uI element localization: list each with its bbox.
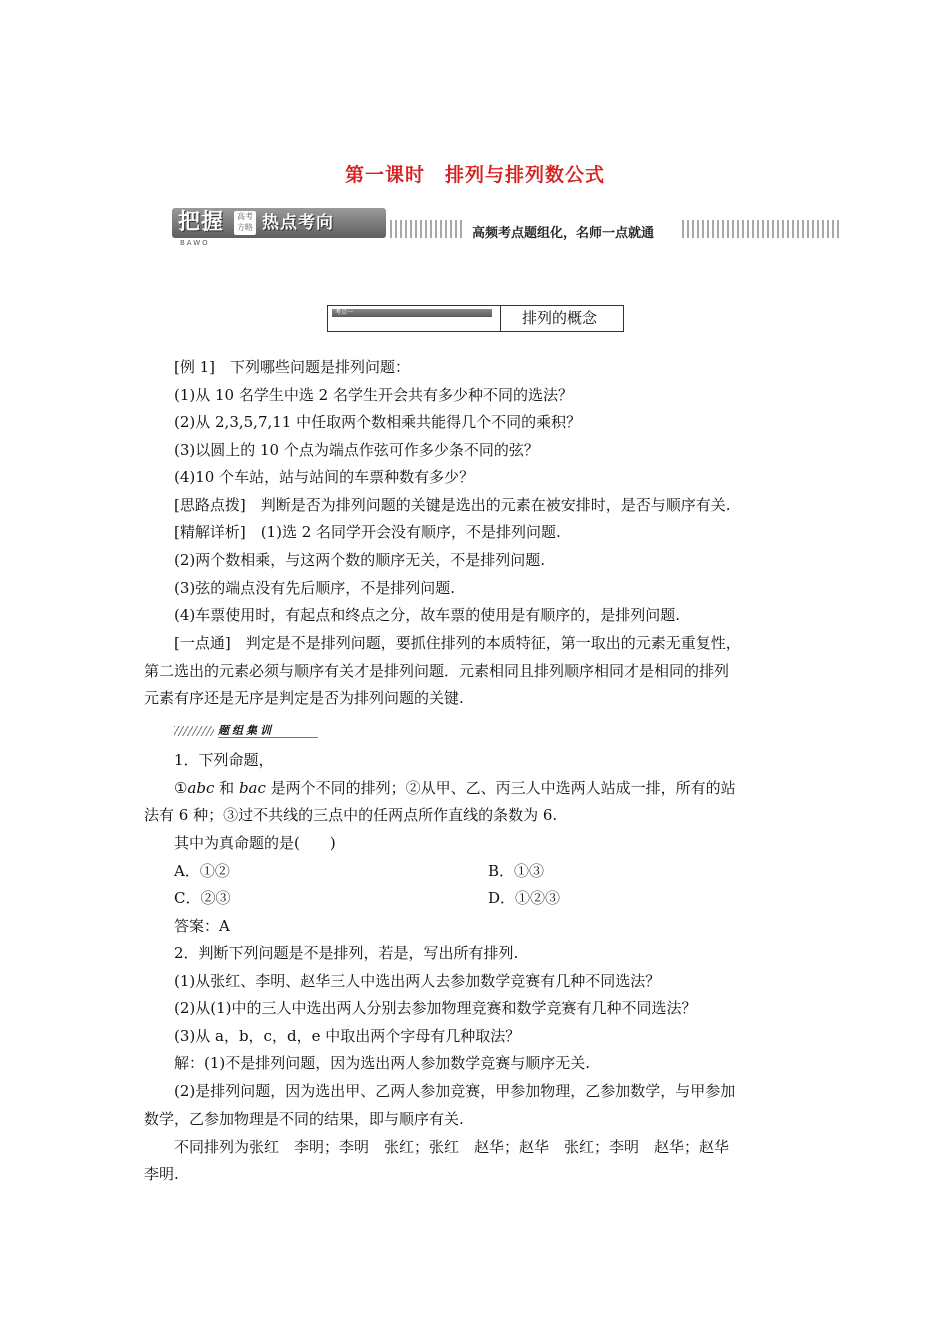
topic-text: 排列的概念 xyxy=(522,309,598,327)
page-title: 第一课时 排列与排列数公式 xyxy=(344,164,605,186)
group-heading xyxy=(174,723,318,739)
logo-pinyin: BAWO xyxy=(180,239,210,247)
topic-divider xyxy=(500,306,501,331)
text-line: 不同排列为张红 李明；李明 张红；张红 赵华；赵华 张红；李明 赵华；赵华 xyxy=(174,1138,730,1156)
circle-number: ① xyxy=(174,779,188,797)
question-line: 其中为真命题的是( ) xyxy=(174,834,336,852)
question-line xyxy=(174,778,736,798)
text-line: 2．判断下列问题是不是排列，若是，写出所有排列. xyxy=(174,944,519,962)
option-d: D．①②③ xyxy=(488,889,561,907)
banner-logo xyxy=(172,208,386,238)
topic-box xyxy=(327,305,624,332)
question-line: 法有 6 种；③过不共线的三点中的任两点所作直线的条数为 6. xyxy=(144,806,558,824)
banner-stripes-left xyxy=(390,220,462,238)
text-line: 元素有序还是无序是判定是否为排列问题的关键. xyxy=(144,689,464,707)
text-line: (3)以圆上的 10 个点为端点作弦可作多少条不同的弦？ xyxy=(174,441,539,459)
group-underline xyxy=(218,737,318,738)
group-stripes xyxy=(174,726,214,736)
text-line: (2)是排列问题，因为选出甲、乙两人参加竞赛，甲参加物理，乙参加数学，与甲参加 xyxy=(174,1082,736,1100)
text-line: [一点通] 判定是不是排列问题，要抓住排列的本质特征，第一取出的元素无重复性， xyxy=(174,634,741,652)
text-line: (2)从 2,3,5,7,11 中任取两个数相乘共能得几个不同的乘积？ xyxy=(174,413,582,431)
option-a: A．①② xyxy=(174,862,230,880)
text-line: (2)从(1)中的三人中选出两人分别去参加物理竞赛和数学竞赛有几种不同选法？ xyxy=(174,999,697,1017)
text-line: (3)从 a，b，c，d，e 中取出两个字母有几种取法？ xyxy=(174,1027,521,1045)
text-line: [思路点拨] 判断是否为排列问题的关键是选出的元素在被安排时，是否与顺序有关. xyxy=(174,496,731,514)
option-c: C．②③ xyxy=(174,889,231,907)
section-banner xyxy=(172,208,840,246)
text-line: 第二选出的元素必须与顺序有关才是排列问题．元素相同且排列顺序相同才是相同的排列 xyxy=(144,662,730,680)
logo-sub-text: 热点考向 xyxy=(262,213,334,233)
text-line: 解：(1)不是排列问题，因为选出两人参加数学竞赛与顺序无关. xyxy=(174,1054,591,1072)
var-abc: abc xyxy=(187,779,215,797)
banner-tagline: 高频考点题组化，名师一点就通 xyxy=(466,222,660,241)
group-title: 题组集训 xyxy=(218,724,274,737)
text-line: (2)两个数相乘，与这两个数的顺序无关，不是排列问题. xyxy=(174,551,546,569)
text-line: (4)车票使用时，有起点和终点之分，故车票的使用是有顺序的，是排列问题. xyxy=(174,606,681,624)
text-line: (4)10 个车站，站与站间的车票种数有多少？ xyxy=(174,468,475,486)
question-stem: 1．下列命题， xyxy=(174,751,274,769)
text-line: 数学，乙参加物理是不同的结果，即与顺序有关. xyxy=(144,1110,464,1128)
text-line: [精解详析] (1)选 2 名同学开会没有顺序，不是排列问题. xyxy=(174,523,561,541)
logo-main-text: 把握 xyxy=(178,210,225,235)
text-line: 李明. xyxy=(144,1165,179,1183)
text-line: (1)从 10 名学生中选 2 名学生开会共有多少种不同的选法？ xyxy=(174,386,573,404)
text-line: (3)弦的端点没有先后顺序，不是排列问题. xyxy=(174,579,456,597)
text-line: [例 1] 下列哪些问题是排列问题： xyxy=(174,358,411,376)
logo-small-text: 高考 方略 xyxy=(234,211,256,235)
option-b: B．①③ xyxy=(488,862,545,880)
text-fragment: 和 xyxy=(214,779,239,797)
text-fragment: 是两个不同的排列；②从甲、乙、丙三人中选两人站成一排，所有的站 xyxy=(265,779,736,797)
topic-label: 考点一 xyxy=(332,309,492,317)
var-bac: bac xyxy=(238,779,266,797)
banner-stripes-right xyxy=(682,220,840,238)
answer: 答案：A xyxy=(174,917,230,935)
text-line: (1)从张红、李明、赵华三人中选出两人去参加数学竞赛有几种不同选法？ xyxy=(174,972,661,990)
